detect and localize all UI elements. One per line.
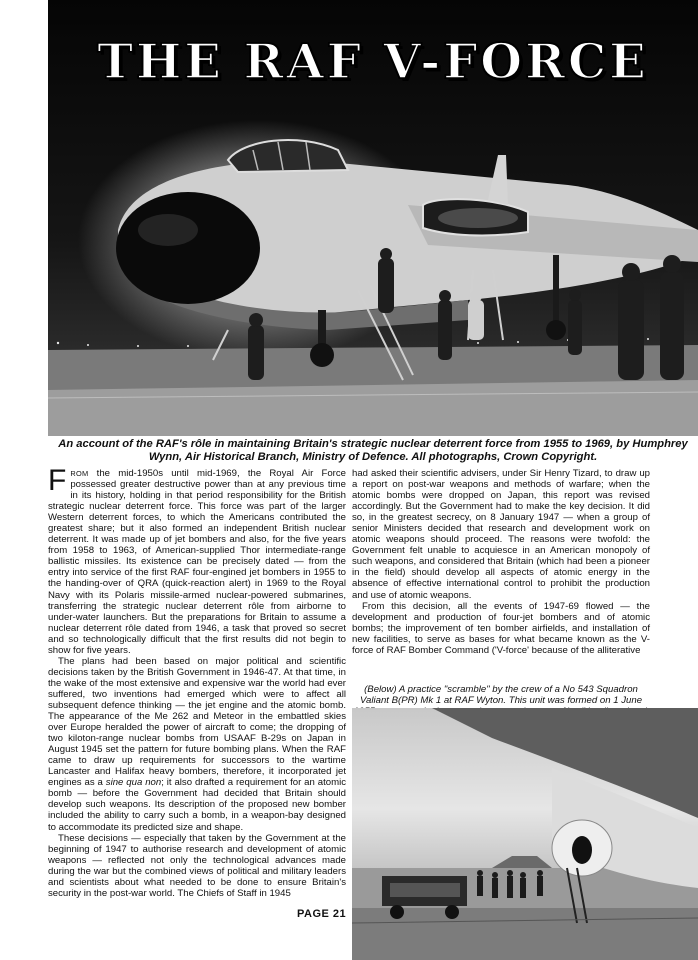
page-number: PAGE 21 [297,908,347,920]
article-column-left [48,464,346,899]
heading-photo [48,0,698,436]
paragraph-3: These decisions — especially that taken by the Government at the beginning of 1947 to authorise research and development of atomic weapons — reflected not only the technological advances made during the war but the combined views of political and military leaders and scientists about what needed to be done to ensure Britain's security in the post-war world. The Chiefs of Staff in 1945 [48,832,346,899]
paragraph-1 [48,464,346,656]
lead-in: ROM [70,469,89,478]
article-standfirst: An account of the RAF's rôle in maintaining Britain's strategic nuclear deterrent force from 1955 to 1969, by Humphrey Wynn, Air Historical Branch, Ministry of Defence. All photographs, Crown Copyright. [58,438,688,463]
article-title: THE RAF V-FORCE [97,34,649,90]
paragraph-2: The plans had been based on major political and scientific decisions taken by the British Government in 1946-47. At that time, in the wake of the most extensive and expensive war the world had ever suffered, two inventions had emerged which were to affect all subsequent defence thinking — the jet engine and the atomic bomb. The appearance of the Me 262 and Meteor in the embattled skies over Europe heralded the power of aircraft to come; the dropping of two kiloton-range nuclear bombs from USAAF B-29s on Japan in August 1945 set the pattern for future bombing plans. When the RAF came to draw up requirements for successors to the wartime Lancaster and Halifax heavy bombers, therefore, it incorporated jet engines as a sine qua non; it also drafted a requirement for an atomic bomb — before the Government had decided that Britain should develop such weapons. Its description of the proposed new bomber included the ability to carry such a bomb, in a weapon-bay designed to accommodate its predicted size and shape. [48,655,346,833]
article-column-right [352,468,650,656]
valiant-scramble-illustration [352,708,698,960]
latin-phrase: sine qua non [105,777,162,789]
scramble-photo [352,708,698,960]
paragraph-4: had asked their scientific advisers, under Sir Henry Tizard, to draw up a report on post-war weapons and methods of warfare; when the atomic bombs were dropped on Japan, this report was revised accordingly. But the Government had to make the key decision. It did so, in the greatest secrecy, on 8 January 1947 — when a group of senior Ministers decided that research and development work on atomic weapons should proceed. The reasons were twofold: the Government felt unable to acquiesce in an American monopoly of such weapons, and considered that Britain (which had been a pioneer in the field) should develop all aspects of atomic energy in the absence of effective international control to prohibit the production and use of atomic weapons. [352,468,650,601]
paragraph-5: From this decision, all the events of 1947-69 flowed — the development and production of four-jet bombers and of atomic bombs; the improvement of ten bomber airfields, and installation of new facilities, to serve as bases for what became known as the V-force of RAF Bomber Command ('V-force' because of the alliterative [352,600,650,656]
photo-caption: (Below) A practice "scramble" by the crew of a No 543 Squadron Valiant B(PR) Mk 1 at RAF Wyton. This unit was formed on 1 June [359,684,643,706]
paragraph-1-text: the mid-1950s until mid-1969, the Royal Air Force possessed greater destructive power than at any previous time in its history, holding in that period responsibility for the British strategic nuclear deterrent force. This force was part of the larger Western deterrent forces, to which the Americans contributed the greatest share; but it also formed an independent British nuclear deterrent. It was made up of jet bombers and also, for the five years from 1958 to 1963, of American-supplied Thor intermediate-range ballistic missiles. Its existence can be precisely dated — from the entry into service of the first RAF four-engined jet bombers in 1955 to the handing-over of QRA (quick-reaction alert) in 1969 to the Royal Navy with its Polaris missile-armed nuclear-powered submarines, transferring the strategic nuclear deterrent rôle from airborne to under-water launchers. But the preparations for Britain to assume a nuclear deterrent rôle dated from 1946, a task that proved so secret and so technologically difficult that the first results did not begin to show for five years. [48,468,346,656]
drop-cap: F [48,464,67,497]
